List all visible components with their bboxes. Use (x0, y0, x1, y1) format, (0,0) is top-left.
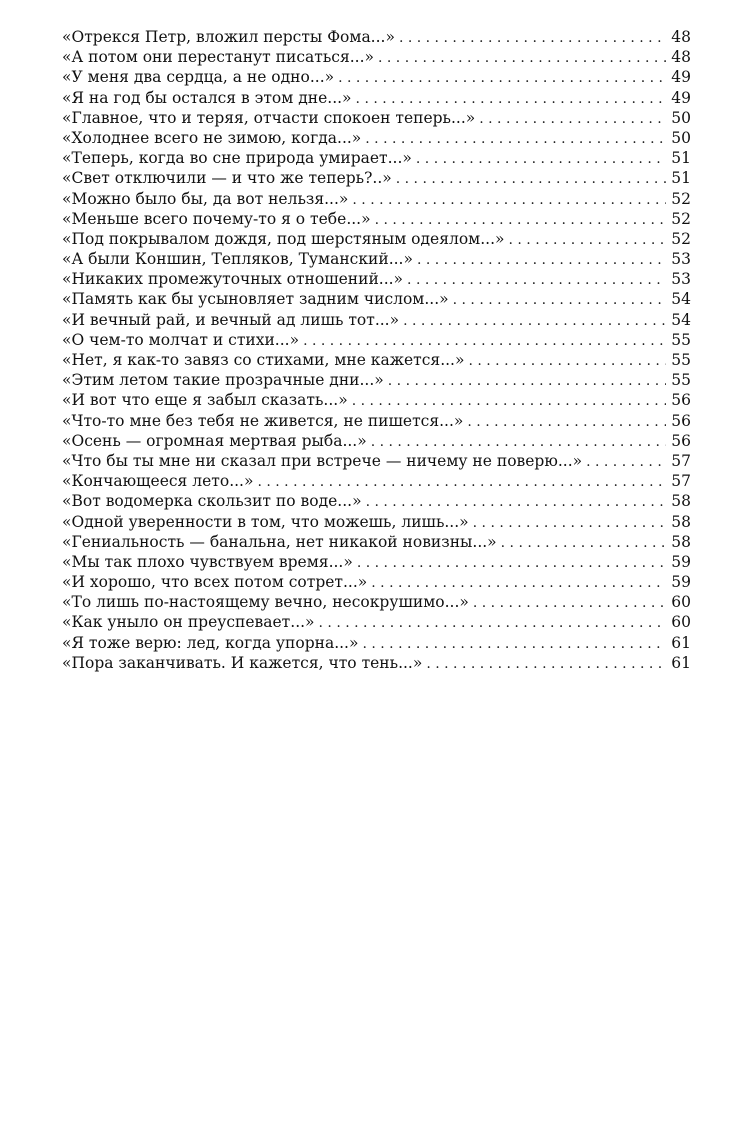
dot-leader (417, 250, 666, 270)
toc-entry-page: 48 (671, 48, 691, 67)
dot-leader (396, 169, 666, 189)
toc-entry-page: 60 (671, 593, 691, 612)
dot-leader (479, 109, 666, 129)
toc-entry-title: «Одной уверенности в том, что можешь, лишь...» (62, 512, 469, 531)
toc-entry (62, 572, 691, 592)
toc-entry (62, 148, 691, 168)
dot-leader (338, 68, 666, 88)
dot-leader (468, 351, 666, 371)
toc-entry-title: «Главное, что и теряя, отчасти спокоен теперь...» (62, 108, 476, 127)
toc-entry-page: 50 (671, 128, 691, 147)
dot-leader (399, 28, 666, 48)
toc-entry-page: 59 (671, 552, 691, 571)
toc-entry (62, 209, 691, 229)
toc-entry-page: 54 (671, 310, 691, 329)
toc-entry-title: «Можно было бы, да вот нельзя...» (62, 189, 349, 208)
toc-entry (62, 67, 691, 87)
toc-entry-title: «Нет, я как-то завяз со стихами, мне кажется...» (62, 351, 465, 369)
toc-entry (62, 249, 691, 269)
dot-leader (501, 533, 666, 553)
toc-entry-page: 61 (671, 633, 691, 652)
toc-entry-page: 48 (671, 28, 691, 46)
toc-entry-title: «И вечный рай, и вечный ад лишь тот...» (62, 310, 400, 329)
dot-leader (319, 613, 666, 633)
toc-entry-page: 52 (671, 189, 691, 208)
dot-leader (426, 654, 666, 674)
toc-entry (62, 512, 691, 532)
toc-entry-title: «И хорошо, что всех потом сотрет...» (62, 573, 368, 592)
toc-entry-page: 61 (671, 653, 691, 672)
toc-entry-title: «Отрекся Петр, вложил персты Фома...» (62, 28, 395, 46)
dot-leader (378, 48, 666, 68)
dot-leader (473, 593, 666, 613)
dot-leader (303, 331, 666, 351)
dot-leader (407, 270, 666, 290)
toc-entry (62, 390, 691, 410)
toc-entry-page: 56 (671, 431, 691, 450)
toc-entry-title: «А потом они перестанут писаться...» (62, 48, 374, 67)
dot-leader (352, 190, 666, 210)
dot-leader (509, 230, 667, 250)
toc-entry-page: 53 (671, 270, 691, 289)
dot-leader (371, 432, 666, 452)
toc-entry (62, 532, 691, 552)
dot-leader (586, 452, 666, 472)
table-of-contents (62, 27, 691, 673)
toc-entry (62, 27, 691, 47)
toc-entry-page: 59 (671, 573, 691, 592)
dot-leader (366, 492, 666, 512)
toc-entry (62, 269, 691, 289)
toc-entry-title: «Мы так плохо чувствуем время...» (62, 552, 353, 571)
toc-entry (62, 592, 691, 612)
dot-leader (453, 290, 666, 310)
toc-entry-page: 51 (671, 149, 691, 168)
toc-entry-page: 58 (671, 532, 691, 551)
toc-entry (62, 128, 691, 148)
toc-entry (62, 552, 691, 572)
toc-entry-page: 60 (671, 613, 691, 632)
toc-entry (62, 88, 691, 108)
dot-leader (371, 573, 666, 593)
toc-entry-page: 57 (671, 451, 691, 470)
toc-entry (62, 612, 691, 632)
toc-entry-title: «Кончающееся лето...» (62, 472, 254, 491)
toc-entry-page: 51 (671, 169, 691, 188)
toc-entry (62, 633, 691, 653)
toc-entry (62, 653, 691, 673)
toc-entry-title: «Холоднее всего не зимою, когда...» (62, 128, 362, 147)
toc-entry-title: «Вот водомерка скользит по воде...» (62, 492, 362, 511)
toc-entry-page: 53 (671, 250, 691, 269)
dot-leader (356, 89, 666, 109)
toc-entry-title: «Как уныло он преуспевает...» (62, 613, 315, 632)
toc-entry-title: «Этим летом такие прозрачные дни...» (62, 371, 384, 390)
dot-leader (365, 129, 666, 149)
toc-entry (62, 47, 691, 67)
toc-entry (62, 289, 691, 309)
toc-entry-page: 55 (671, 351, 691, 369)
dot-leader (403, 311, 666, 331)
toc-entry-title: «Я тоже верю: лед, когда упорна...» (62, 633, 359, 652)
toc-entry (62, 370, 691, 390)
toc-entry (62, 431, 691, 451)
toc-entry-title: «Теперь, когда во сне природа умирает...» (62, 149, 412, 168)
toc-entry-title: «Гениальность — банальна, нет никакой новизны...» (62, 532, 497, 551)
dot-leader (357, 553, 666, 573)
dot-leader (257, 472, 666, 492)
toc-entry-title: «Что-то мне без тебя не живется, не пишется...» (62, 411, 464, 430)
toc-entry (62, 310, 691, 330)
toc-entry-title: «Осень — огромная мертвая рыба...» (62, 431, 367, 450)
toc-entry-page: 50 (671, 108, 691, 127)
toc-entry-title: «То лишь по-настоящему вечно, несокрушимо...» (62, 593, 469, 612)
toc-entry-title: «А были Коншин, Тепляков, Туманский...» (62, 250, 413, 269)
dot-leader (375, 210, 666, 230)
toc-entry (62, 168, 691, 188)
toc-entry-page: 52 (671, 229, 691, 248)
toc-entry (62, 411, 691, 431)
toc-entry (62, 471, 691, 491)
toc-entry-page: 58 (671, 512, 691, 531)
toc-entry-page: 56 (671, 391, 691, 410)
toc-entry-title: «О чем-то молчат и стихи...» (62, 330, 300, 349)
toc-entry-title: «Память как бы усыновляет задним числом...» (62, 290, 449, 309)
toc-entry (62, 108, 691, 128)
toc-entry (62, 189, 691, 209)
dot-leader (473, 513, 666, 533)
toc-entry-title: «Меньше всего почему-то я о тебе...» (62, 209, 371, 228)
toc-entry (62, 229, 691, 249)
toc-entry (62, 491, 691, 511)
toc-entry-page: 49 (671, 88, 691, 107)
toc-entry-page: 56 (671, 411, 691, 430)
dot-leader (362, 634, 666, 654)
toc-entry-page: 49 (671, 68, 691, 87)
dot-leader (416, 149, 666, 169)
toc-entry-page: 54 (671, 290, 691, 309)
toc-entry-title: «У меня два сердца, а не одно...» (62, 68, 335, 87)
toc-entry-title: «Пора заканчивать. И кажется, что тень...» (62, 653, 423, 672)
toc-entry-title: «Свет отключили — и что же теперь?..» (62, 169, 392, 188)
toc-entry (62, 330, 691, 350)
dot-leader (352, 391, 666, 411)
toc-entry-page: 57 (671, 472, 691, 491)
toc-entry-title: «Никаких промежуточных отношений...» (62, 270, 404, 289)
toc-entry-title: «Я на год бы остался в этом дне...» (62, 88, 352, 107)
toc-entry-page: 55 (671, 330, 691, 349)
toc-entry-page: 55 (671, 371, 691, 390)
dot-leader (467, 412, 666, 432)
toc-entry (62, 350, 691, 370)
toc-entry-title: «И вот что еще я забыл сказать...» (62, 391, 348, 410)
toc-entry-page: 52 (671, 209, 691, 228)
toc-entry (62, 451, 691, 471)
dot-leader (388, 371, 666, 391)
toc-entry-page: 58 (671, 492, 691, 511)
toc-entry-title: «Под покрывалом дождя, под шерстяным одеялом...» (62, 229, 505, 248)
toc-entry-title: «Что бы ты мне ни сказал при встрече — ничему не поверю...» (62, 451, 583, 470)
